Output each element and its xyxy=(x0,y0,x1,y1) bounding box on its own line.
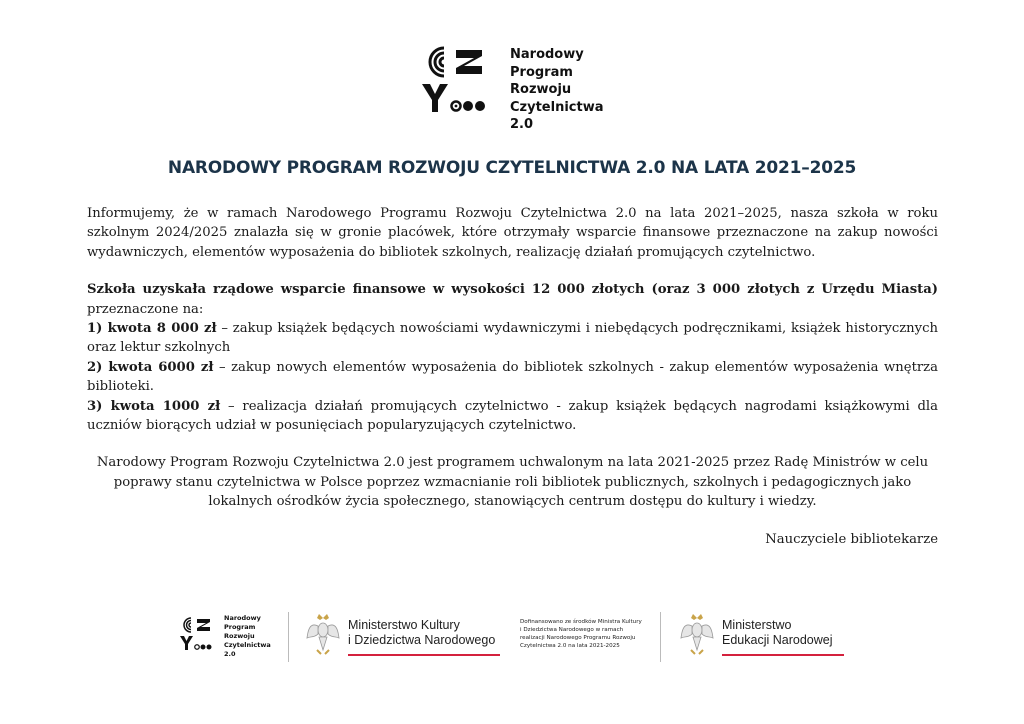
funding-item xyxy=(87,397,938,436)
ministry-name-line: i Dziedzictwa Narodowego xyxy=(348,633,496,647)
nprc-logo-icon xyxy=(418,44,490,116)
polish-eagle-icon xyxy=(306,612,340,656)
footer-logo-line: Program xyxy=(224,623,256,631)
red-accent-bar xyxy=(722,654,844,656)
logo-line: Rozwoju xyxy=(510,82,572,97)
footer-logo-line: Rozwoju xyxy=(224,632,255,640)
signature: Nauczyciele bibliotekarze xyxy=(765,531,938,547)
funding-note xyxy=(520,608,660,666)
logo-wordmark xyxy=(510,46,603,134)
funding-item-amount: 2) kwota 6000 zł xyxy=(87,359,214,375)
funding-intro-rest: przeznaczone na: xyxy=(87,301,204,317)
program-description: Narodowy Program Rozwoju Czytelnictwa 2.0 jest programem uchwalonym na lata 2021-2025 przez Radę Ministrów w celu poprawy stanu czytelnictwa w Polsce poprzez wzmacnianie roli bibliotek publicznych, szkolnych i pedagogicznych jako lokalnych ośrodków życia społecznego, stanowiących centrum dostępu do kultury i wiedzy. xyxy=(96,455,929,510)
footer-divider xyxy=(288,612,289,662)
funding-paragraph xyxy=(87,280,938,319)
footer-program-logo xyxy=(176,608,276,666)
intro-paragraph: Informujemy, że w ramach Narodowego Programu Rozwoju Czytelnictwa 2.0 na lata 2021–2025, nasza szkoła w roku szkolnym 2024/2025 znalazła się w gronie placówek, które otrzymały wsparcie finansowe przeznaczone na zakup nowości wydawniczych, elementów wyposażenia do bibliotek szkolnych, realizację działań promujących czytelnictwo. xyxy=(87,206,938,260)
funding-note-line: i Dziedzictwa Narodowego w ramach xyxy=(520,627,624,633)
funding-note-line: realizacji Narodowego Programu Rozwoju xyxy=(520,635,636,641)
logo-line: Narodowy xyxy=(510,47,584,62)
footer-logo-wordmark xyxy=(224,614,271,659)
footer-logos xyxy=(176,608,856,666)
footer-men-logo xyxy=(680,608,850,666)
mkidn-text xyxy=(348,618,500,656)
polish-eagle-icon xyxy=(680,612,714,656)
program-logo xyxy=(418,44,618,140)
funding-note-line: Czytelnictwa 2.0 na lata 2021-2025 xyxy=(520,643,620,649)
funding-item-amount: 3) kwota 1000 zł xyxy=(87,398,221,414)
footer-logo-line: Narodowy xyxy=(224,614,261,622)
footer-logo-line: 2.0 xyxy=(224,650,236,658)
nprc-logo-icon xyxy=(178,616,214,652)
footer-divider xyxy=(660,612,661,662)
funding-item-text: – realizacja działań promujących czytelnictwo - zakup książek będących nagrodami książkowymi dla uczniów biorących udział w posunięciach popularyzujących czytelnictwo. xyxy=(87,398,938,434)
funding-note-line: Dofinansowano ze środków Ministra Kultury xyxy=(520,619,642,625)
funding-item xyxy=(87,319,938,358)
footer-logo-line: Czytelnictwa xyxy=(224,641,271,649)
funding-intro-bold: Szkoła uzyskała rządowe wsparcie finansowe w wysokości 12 000 złotych (oraz 3 000 złotych z Urzędu Miasta) xyxy=(87,282,938,298)
logo-line: 2.0 xyxy=(510,117,534,132)
funding-item-text: – zakup nowych elementów wyposażenia do bibliotek szkolnych - zakup elementów wyposażenia wnętrza biblioteki. xyxy=(87,359,938,395)
document-body xyxy=(87,204,938,549)
men-text xyxy=(722,618,844,656)
red-accent-bar xyxy=(348,654,500,656)
ministry-name-line: Ministerstwo xyxy=(722,618,792,632)
logo-line: Czytelnictwa xyxy=(510,99,604,115)
funding-item xyxy=(87,358,938,397)
funding-item-text: – zakup książek będących nowościami wydawniczymi i niebędących podręcznikami, książek historycznych oraz lektur szkolnych xyxy=(87,321,939,356)
footer-mkidn-logo xyxy=(306,608,506,666)
document-title: NARODOWY PROGRAM ROZWOJU CZYTELNICTWA 2.0 NA LATA 2021–2025 xyxy=(167,158,857,178)
ministry-name-line: Edukacji Narodowej xyxy=(722,633,833,647)
funding-item-amount: 1) kwota 8 000 zł xyxy=(87,321,217,337)
logo-line: Program xyxy=(510,64,573,80)
ministry-name-line: Ministerstwo Kultury xyxy=(348,618,460,632)
